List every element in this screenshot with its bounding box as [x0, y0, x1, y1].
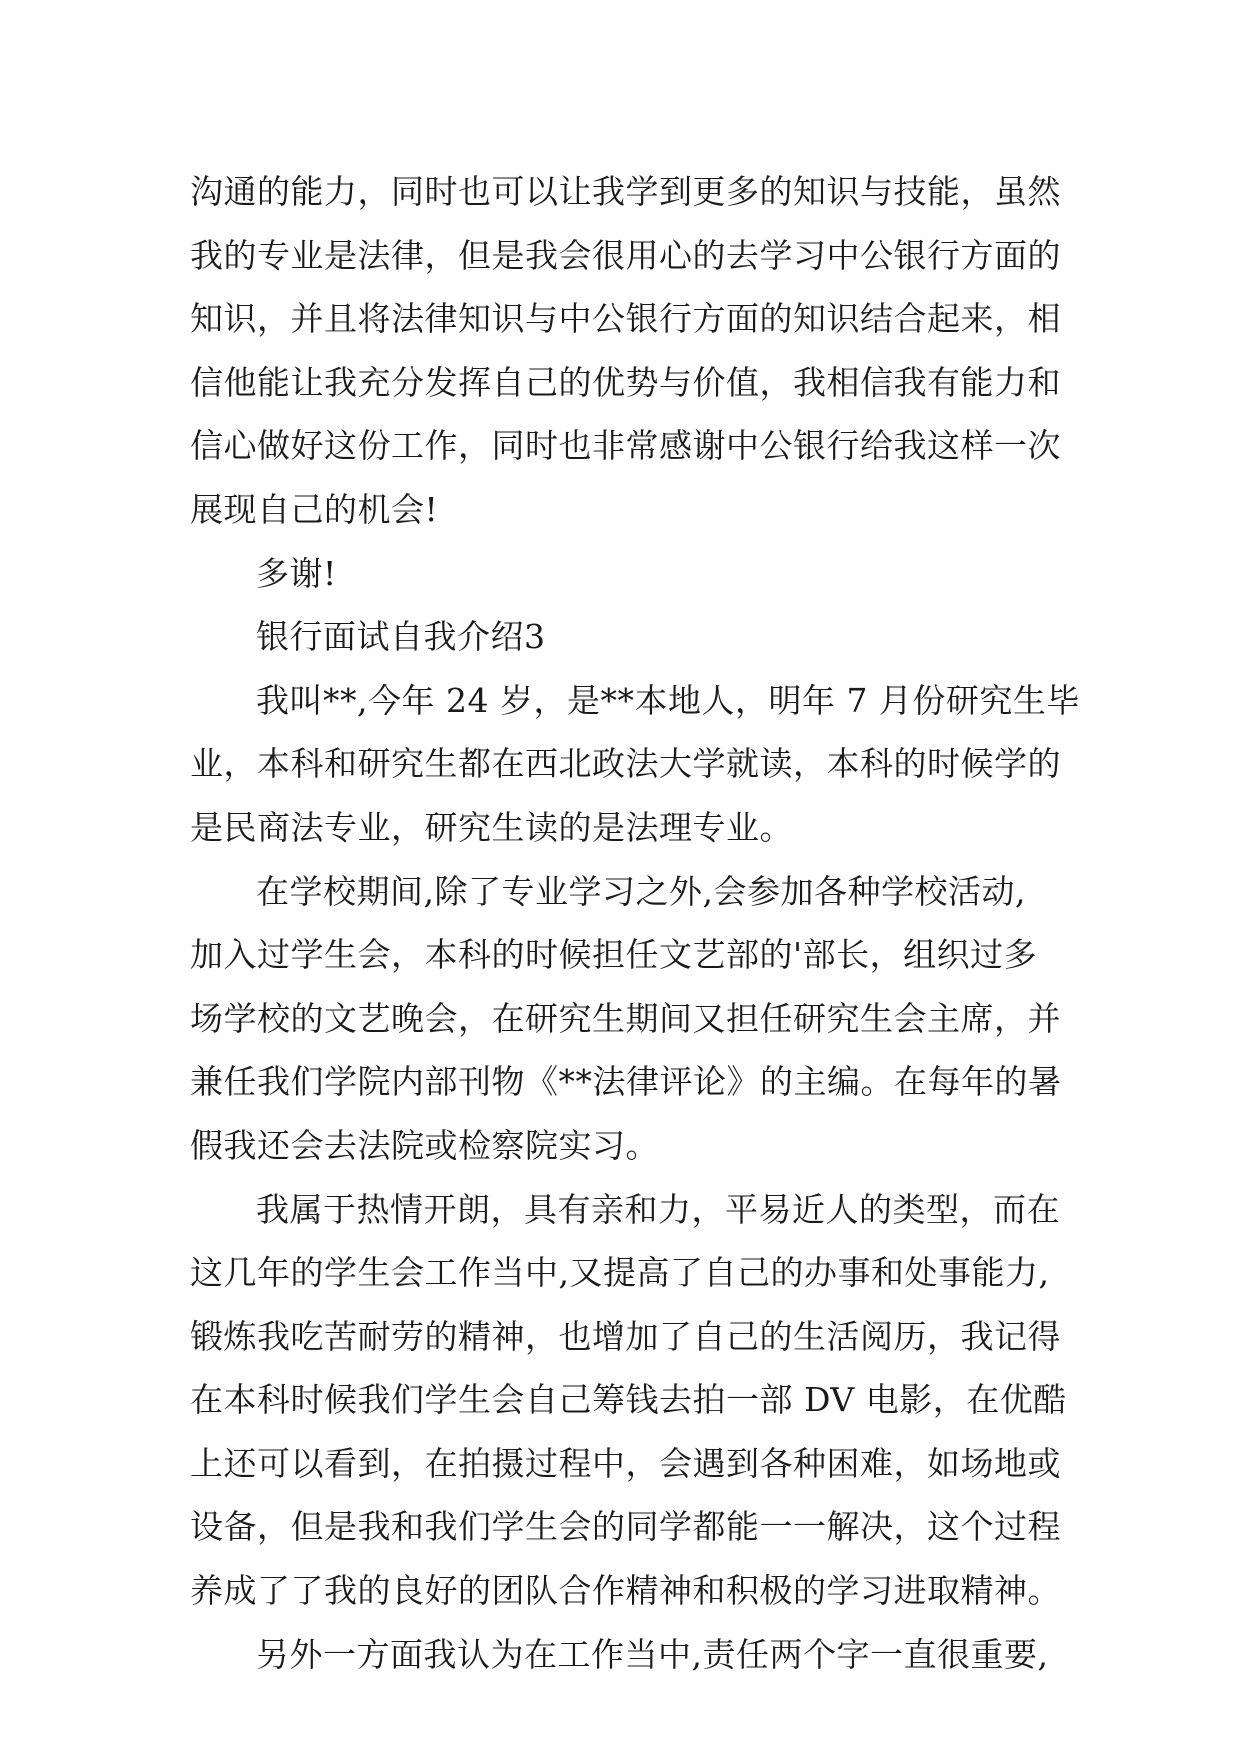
text-line: 信心做好这份工作，同时也非常感谢中公银行给我这样一次: [190, 426, 1061, 466]
document-body: [190, 160, 1080, 1686]
text-line: 是民商法专业，研究生读的是法理专业。: [190, 807, 793, 847]
text-line: 业，本科和研究生都在西北政法大学就读，本科的时候学的: [190, 744, 1061, 784]
text-line: 这几年的学生会工作当中,又提高了自己的办事和处事能力,: [190, 1253, 1050, 1293]
text-line: 我的专业是法律，但是我会很用心的去学习中公银行方面的: [190, 235, 1061, 275]
text-line: 银行面试自我介绍3: [256, 617, 546, 657]
text-line: 另外一方面我认为在工作当中,责任两个字一直很重要,: [256, 1634, 1049, 1674]
text-line: 知识，并且将法律知识与中公银行方面的知识结合起来，相: [190, 299, 1061, 339]
text-line: 多谢!: [256, 553, 337, 593]
text-line: 锻炼我吃苦耐劳的精神，也增加了自己的生活阅历，我记得: [190, 1316, 1061, 1356]
text-line: 上还可以看到，在拍摄过程中，会遇到各种困难，如场地或: [190, 1443, 1061, 1483]
text-line: 信他能让我充分发挥自己的优势与价值，我相信我有能力和: [190, 362, 1061, 402]
text-line: 设备，但是我和我们学生会的同学都能一一解决，这个过程: [190, 1507, 1061, 1547]
text-line: 在学校期间,除了专业学习之外,会参加各种学校活动,: [256, 871, 1026, 911]
text-line: 场学校的文艺晚会，在研究生期间又担任研究生会主席，并: [190, 998, 1061, 1038]
text-line: 加入过学生会，本科的时候担任文艺部的'部长，组织过多: [190, 935, 1038, 975]
text-line: 养成了了我的良好的团队合作精神和积极的学习进取精神。: [190, 1571, 1061, 1611]
text-line: 沟通的能力，同时也可以让我学到更多的知识与技能，虽然: [190, 172, 1061, 211]
text-line: 兼任我们学院内部刊物《**法律评论》的主编。在每年的暑: [190, 1062, 1062, 1102]
text-line: 展现自己的机会!: [190, 489, 439, 529]
text-line: 假我还会去法院或检察院实习。: [190, 1125, 659, 1165]
text-line: 我叫**,今年 24 岁，是**本地人，明年 7 月份研究生毕: [256, 680, 1080, 720]
text-line: 在本科时候我们学生会自己筹钱去拍一部 DV 电影，在优酷: [190, 1380, 1067, 1420]
text-line: 我属于热情开朗，具有亲和力，平易近人的类型，而在: [256, 1189, 1060, 1229]
